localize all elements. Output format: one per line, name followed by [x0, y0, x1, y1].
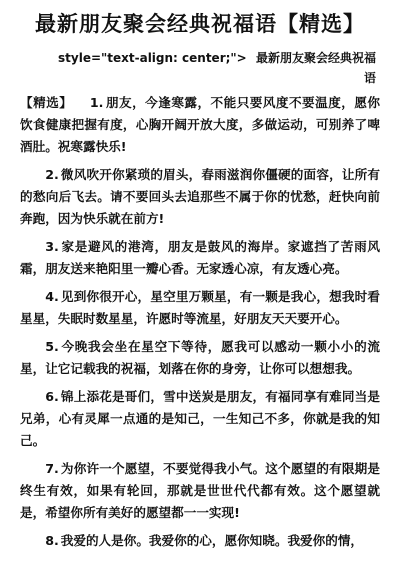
paragraph-text: 微风吹开你紧琐的眉头，春雨滋润你僵硬的面容，让所有的愁向后飞去。请不要回头去追那些不属于你的忧愁，赶快向前奔跑，因为快乐就在前方! — [20, 167, 380, 226]
intro-tag: 【精选】 — [20, 95, 73, 110]
paragraph-4 — [20, 286, 380, 330]
paragraph-1 — [20, 92, 380, 158]
paragraph-text: 朋友，今逢寒露，不能只要风度不要温度，愿你饮食健康把握有度，心胸开阔开放大度，多做运动，可别养了啤酒肚。祝寒露快乐! — [20, 95, 381, 154]
paragraph-8 — [20, 530, 380, 552]
paragraph-5 — [20, 336, 380, 380]
document-title: 最新朋友聚会经典祝福语【精选】 — [35, 12, 365, 36]
subtitle-line — [20, 48, 380, 88]
paragraph-3 — [20, 236, 380, 280]
paragraph-number: 1. — [89, 95, 104, 110]
paragraph-number: 3. — [45, 239, 59, 254]
style-code-text: style="text-align: center;"> — [58, 51, 247, 65]
paragraph-text: 今晚我会坐在星空下等待，愿我可以感动一颗小小的流星，让它记载我的祝福，划落在你的身旁，让你可以想想我。 — [20, 339, 380, 376]
paragraph-6 — [20, 386, 380, 452]
paragraph-text: 锦上添花是哥们，雪中送炭是朋友，有福同享有难同当是兄弟，心有灵犀一点通的是知己，一生知己不多，你就是我的知己。 — [20, 389, 380, 448]
paragraph-2 — [20, 164, 380, 230]
paragraph-text: 家是避风的港湾，朋友是鼓风的海岸。家遮挡了苦雨风霜，朋友送来艳阳里一瓣心香。无家透心凉，有友透心亮。 — [20, 239, 380, 276]
paragraph-number: 7. — [45, 461, 59, 476]
paragraph-number: 4. — [45, 289, 59, 304]
paragraph-number: 8. — [45, 533, 59, 548]
paragraph-text: 我爱的人是你。我爱你的心，愿你知晓。我爱你的情， — [60, 533, 363, 548]
paragraph-7 — [20, 458, 380, 524]
paragraph-text: 为你许一个愿望，不要觉得我小气。这个愿望的有限期是终生有效，如果有轮回，那就是世世代代都有效。这个愿望就是，希望你所有美好的愿望都一一实现! — [20, 461, 380, 520]
paragraph-text: 见到你很开心，星空里万颗星，有一颗是我心，想我时看星星，失眠时数星星，许愿时等流星，好朋友天天要开心。 — [20, 289, 380, 326]
paragraph-number: 6. — [45, 389, 59, 404]
paragraph-number: 5. — [45, 339, 59, 354]
title-echo-text: 最新朋友聚会经典祝福语 — [255, 51, 376, 85]
paragraph-number: 2. — [45, 167, 59, 182]
